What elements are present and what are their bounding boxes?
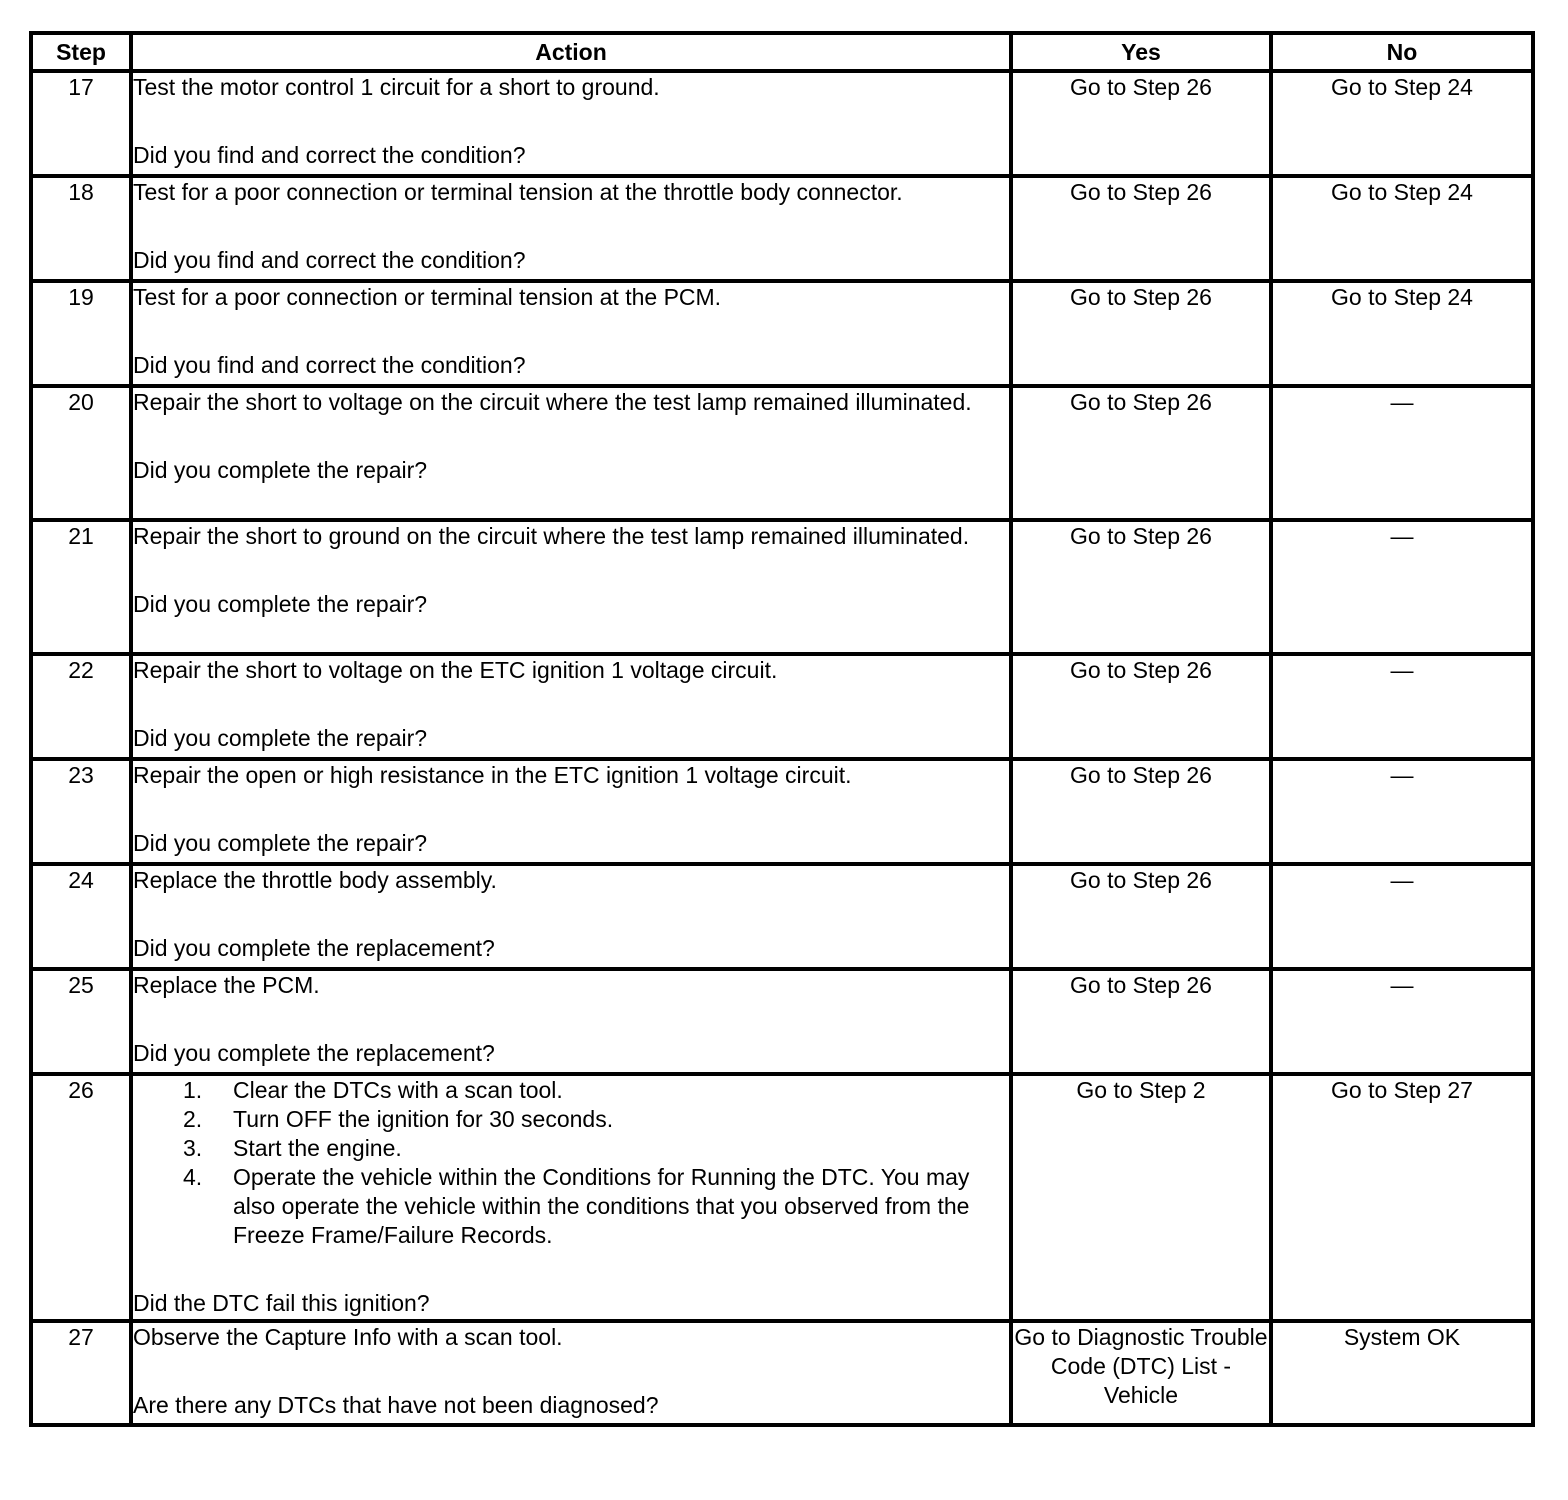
table-row <box>31 759 1533 864</box>
table-row <box>31 864 1533 969</box>
yes-result: Go to Step 26 <box>1011 969 1271 1074</box>
action-cell <box>131 759 1011 864</box>
step-number: 25 <box>31 969 131 1074</box>
list-item <box>133 1105 1009 1134</box>
question-text: Did you find and correct the condition? <box>133 247 526 273</box>
yes-result: Go to Step 26 <box>1011 176 1271 281</box>
action-text: Repair the open or high resistance in the ETC ignition 1 voltage circuit. <box>133 762 852 788</box>
table-row <box>31 71 1533 176</box>
table-row <box>31 1321 1533 1425</box>
question-text: Did you complete the repair? <box>133 830 428 856</box>
no-result: Go to Step 24 <box>1271 281 1533 386</box>
action-cell <box>131 1321 1011 1425</box>
table-row <box>31 520 1533 654</box>
list-item <box>133 1076 1009 1105</box>
action-cell <box>131 864 1011 969</box>
step-number: 23 <box>31 759 131 864</box>
action-text: Test the motor control 1 circuit for a short to ground. <box>133 74 660 100</box>
list-number: 2. <box>183 1106 203 1132</box>
no-result: — <box>1271 654 1533 759</box>
yes-result: Go to Step 26 <box>1011 281 1271 386</box>
step-number: 19 <box>31 281 131 386</box>
action-text: Repair the short to ground on the circuit where the test lamp remained illuminated. <box>133 523 970 549</box>
question-text: Did you find and correct the condition? <box>133 352 526 378</box>
yes-result: Go to Step 26 <box>1011 654 1271 759</box>
question-text: Did you complete the repair? <box>133 591 428 617</box>
no-result: Go to Step 24 <box>1271 176 1533 281</box>
procedure-list <box>133 1076 1009 1250</box>
list-item <box>133 1134 1009 1163</box>
no-result: — <box>1271 864 1533 969</box>
table-row <box>31 654 1533 759</box>
table-row <box>31 386 1533 520</box>
table-row <box>31 969 1533 1074</box>
list-text: Start the engine. <box>233 1135 402 1161</box>
step-number: 22 <box>31 654 131 759</box>
action-text: Test for a poor connection or terminal tension at the throttle body connector. <box>133 179 903 205</box>
step-number: 21 <box>31 520 131 654</box>
list-number: 4. <box>183 1164 203 1190</box>
header-action: Action <box>131 33 1011 71</box>
no-result: Go to Step 27 <box>1271 1074 1533 1321</box>
question-text: Did the DTC fail this ignition? <box>133 1290 430 1316</box>
action-cell <box>131 1074 1011 1321</box>
yes-result: Go to Step 2 <box>1011 1074 1271 1321</box>
step-number: 24 <box>31 864 131 969</box>
list-number: 1. <box>183 1077 203 1103</box>
question-text: Did you complete the repair? <box>133 725 428 751</box>
action-cell <box>131 520 1011 654</box>
question-text: Did you complete the repair? <box>133 457 428 483</box>
step-number: 20 <box>31 386 131 520</box>
yes-result: Go to Step 26 <box>1011 386 1271 520</box>
table-row <box>31 1074 1533 1321</box>
action-text: Observe the Capture Info with a scan tool. <box>133 1324 563 1350</box>
action-cell <box>131 176 1011 281</box>
action-text: Test for a poor connection or terminal tension at the PCM. <box>133 284 722 310</box>
no-result: — <box>1271 386 1533 520</box>
list-text: Turn OFF the ignition for 30 seconds. <box>233 1106 614 1132</box>
action-cell <box>131 386 1011 520</box>
list-item <box>133 1163 1009 1250</box>
action-cell <box>131 281 1011 386</box>
header-no: No <box>1271 33 1533 71</box>
yes-result: Go to Step 26 <box>1011 759 1271 864</box>
no-result: Go to Step 24 <box>1271 71 1533 176</box>
action-text: Replace the throttle body assembly. <box>133 867 497 893</box>
table-row <box>31 281 1533 386</box>
yes-result: Go to Step 26 <box>1011 520 1271 654</box>
action-cell <box>131 71 1011 176</box>
list-number: 3. <box>183 1135 203 1161</box>
no-result: — <box>1271 759 1533 864</box>
step-number: 27 <box>31 1321 131 1425</box>
list-text: Clear the DTCs with a scan tool. <box>233 1077 563 1103</box>
header-yes: Yes <box>1011 33 1271 71</box>
action-cell <box>131 969 1011 1074</box>
question-text: Did you find and correct the condition? <box>133 142 526 168</box>
step-number: 26 <box>31 1074 131 1321</box>
yes-result: Go to Step 26 <box>1011 71 1271 176</box>
action-text: Replace the PCM. <box>133 972 320 998</box>
step-number: 17 <box>31 71 131 176</box>
table-row <box>31 176 1533 281</box>
no-result: System OK <box>1271 1321 1533 1425</box>
diagnostic-table <box>29 31 1535 1427</box>
no-result: — <box>1271 520 1533 654</box>
yes-result: Go to Diagnostic Trouble Code (DTC) List - Vehicle <box>1011 1321 1271 1425</box>
question-text: Are there any DTCs that have not been diagnosed? <box>133 1392 659 1418</box>
header-step: Step <box>31 33 131 71</box>
step-number: 18 <box>31 176 131 281</box>
question-text: Did you complete the replacement? <box>133 1040 495 1066</box>
yes-result: Go to Step 26 <box>1011 864 1271 969</box>
action-text: Repair the short to voltage on the ETC ignition 1 voltage circuit. <box>133 657 778 683</box>
no-result: — <box>1271 969 1533 1074</box>
header-row <box>31 33 1533 71</box>
action-cell <box>131 654 1011 759</box>
question-text: Did you complete the replacement? <box>133 935 495 961</box>
list-text: Operate the vehicle within the Conditions for Running the DTC. You may also operate the vehicle within the conditions that you observed from the Freeze Frame/Failure Records. <box>233 1164 970 1248</box>
action-text: Repair the short to voltage on the circuit where the test lamp remained illuminated. <box>133 389 972 415</box>
